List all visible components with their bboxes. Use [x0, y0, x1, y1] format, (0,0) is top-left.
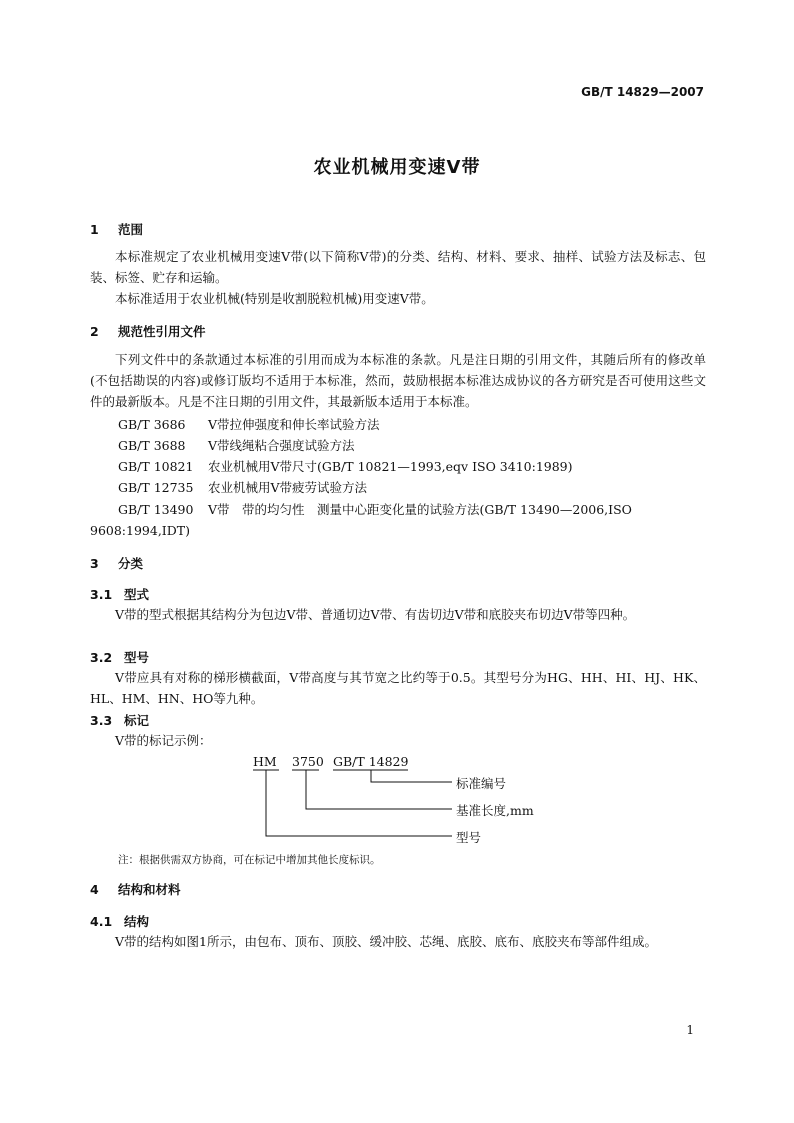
leader-standard	[371, 770, 452, 782]
reference-item	[118, 457, 573, 475]
subsection-title: 标记	[124, 713, 150, 728]
section-1-paragraph-1: 本标准规定了农业机械用变速V带(以下简称V带)的分类、结构、材料、要求、抽样、试验方法及标志、包装、标签、贮存和运输。	[90, 249, 706, 285]
leader-model	[266, 770, 452, 836]
subsection-4-1-heading	[90, 912, 149, 930]
reference-title: V带拉伸强度和伸长率试验方法	[208, 417, 380, 432]
reference-item	[118, 478, 367, 496]
subsection-title: 型号	[124, 650, 150, 665]
subsection-3-2-heading	[90, 648, 149, 666]
page-number: 1	[686, 1023, 694, 1037]
subsection-number: 3.1	[90, 587, 113, 602]
standard-number: GB/T 14829—2007	[581, 85, 704, 99]
reference-code: GB/T 12735	[118, 480, 194, 495]
section-4-heading	[90, 880, 181, 898]
section-2-heading	[90, 322, 206, 340]
section-title: 结构和材料	[118, 882, 181, 897]
reference-item	[90, 499, 706, 541]
section-2-paragraph-1: 下列文件中的条款通过本标准的引用而成为本标准的条款。凡是注日期的引用文件，其随后所有的修改单(不包括勘误的内容)或修订版均不适用于本标准，然而，鼓励根据本标准达成协议的各方研究是否可使用这些文件的最新版本。凡是不注日期的引用文件，其最新版本适用于本标准。	[90, 352, 706, 409]
diagram-label-standard: 标准编号	[456, 776, 507, 791]
section-number: 3	[90, 556, 99, 571]
section-title: 范围	[118, 222, 144, 237]
subsection-title: 结构	[124, 914, 150, 929]
section-number: 2	[90, 324, 99, 339]
reference-title: V带线绳粘合强度试验方法	[208, 438, 355, 453]
subsection-3-2-paragraph: V带应具有对称的梯形横截面，V带高度与其节宽之比约等于0.5。其型号分为HG、HH、HI、HJ、HK、HL、HM、HN、HO等九种。	[90, 670, 706, 706]
reference-title: 农业机械用V带尺寸(GB/T 10821—1993,eqv ISO 3410:1989)	[208, 459, 573, 474]
subsection-number: 3.3	[90, 713, 113, 728]
diagram-code-model: HM	[253, 754, 277, 769]
section-1-paragraph-2: 本标准适用于农业机械(特别是收割脱粒机械)用变速V带。	[115, 291, 434, 306]
section-number: 1	[90, 222, 99, 237]
section-title: 规范性引用文件	[118, 324, 206, 339]
section-3-heading	[90, 554, 143, 572]
subsection-3-3-paragraph: V带的标记示例：	[115, 733, 212, 748]
subsection-3-1-paragraph: V带的型式根据其结构分为包边V带、普通切边V带、有齿切边V带和底胶夹布切边V带等四种。	[115, 607, 636, 622]
reference-item	[118, 415, 380, 433]
subsection-3-3-heading	[90, 711, 149, 729]
section-1-heading	[90, 220, 143, 238]
subsection-number: 3.2	[90, 650, 113, 665]
reference-code: GB/T 3688	[118, 438, 186, 453]
diagram-code-standard: GB/T 14829	[333, 754, 409, 769]
reference-title: V带 带的均匀性 测量中心距变化量的试验方法(GB/T 13490—2006,ISO 9608:1994,IDT)	[90, 502, 632, 538]
reference-code: GB/T 13490	[118, 502, 194, 517]
leader-length	[306, 770, 452, 809]
reference-title: 农业机械用V带疲劳试验方法	[208, 480, 368, 495]
subsection-3-1-heading	[90, 585, 149, 603]
diagram-code-length: 3750	[292, 754, 324, 769]
subsection-title: 型式	[124, 587, 150, 602]
section-number: 4	[90, 882, 99, 897]
diagram-label-model: 型号	[456, 830, 482, 845]
document-title: 农业机械用变速V带	[313, 157, 481, 178]
marking-note: 注：根据供需双方协商，可在标记中增加其他长度标识。	[118, 854, 381, 866]
subsection-number: 4.1	[90, 914, 113, 929]
reference-item	[118, 436, 355, 454]
section-title: 分类	[118, 556, 144, 571]
subsection-4-1-paragraph: V带的结构如图1所示，由包布、顶布、顶胶、缓冲胶、芯绳、底胶、底布、底胶夹布等部件组成。	[115, 934, 657, 949]
reference-code: GB/T 10821	[118, 459, 194, 474]
reference-code: GB/T 3686	[118, 417, 186, 432]
diagram-label-length: 基准长度,mm	[456, 803, 534, 818]
